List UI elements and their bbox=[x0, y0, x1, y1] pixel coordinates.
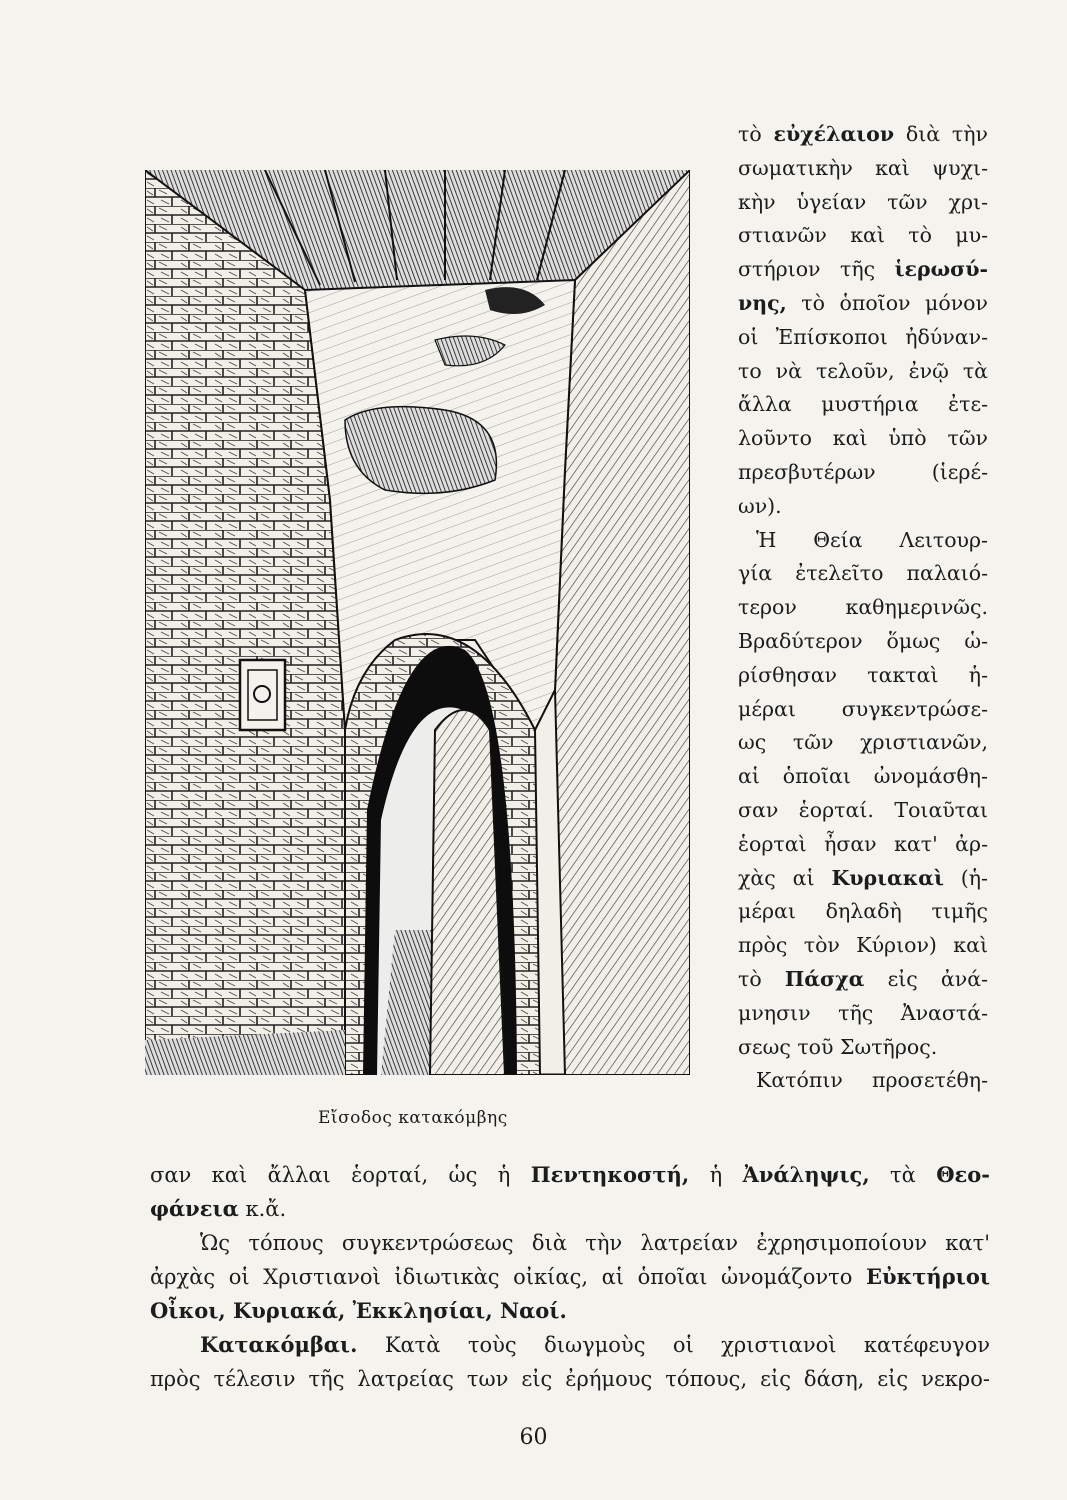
text-run: Ὡς τόπους συγκεντρώσεως διὰ τὴν λατρείαν ἐχρησιμοποίουν κατ' bbox=[200, 1231, 990, 1255]
bold-term: Κυριακαὶ bbox=[831, 865, 944, 890]
bold-term: Οἶκοι, Κυριακά, Ἐκκλησίαι, Ναοί. bbox=[150, 1298, 567, 1323]
text-run: Κατὰ τοὺς διωγμοὺς οἱ χριστιανοὶ κατέφευγον bbox=[357, 1333, 990, 1357]
text-run: σωματικὴν καὶ ψυχι- bbox=[738, 155, 988, 180]
text-run: τὰ bbox=[869, 1163, 937, 1187]
text-line bbox=[738, 659, 988, 693]
text-line bbox=[738, 152, 988, 186]
text-line bbox=[738, 287, 988, 321]
text-run: ων). bbox=[738, 493, 782, 518]
bold-term: Θεο- bbox=[936, 1162, 990, 1187]
text-line bbox=[150, 1226, 990, 1260]
text-line bbox=[738, 490, 988, 524]
text-run: σαν καὶ ἄλλαι ἑορταί, ὡς ἡ bbox=[150, 1163, 531, 1187]
text-run: αἱ ὁποῖαι ὠνομάσθη- bbox=[738, 764, 988, 789]
text-run: χὰς αἱ bbox=[738, 865, 832, 890]
text-run: εἰς ἀνά- bbox=[864, 966, 989, 991]
text-line bbox=[150, 1328, 990, 1362]
bold-term: εὐχέλαιον bbox=[773, 122, 895, 146]
text-line bbox=[738, 895, 988, 929]
text-line bbox=[150, 1192, 990, 1226]
bold-term: Εὐκτήριοι bbox=[865, 1264, 990, 1289]
text-run: κὴν ὑγείαν τῶν χρι- bbox=[738, 189, 988, 214]
text-line bbox=[738, 591, 988, 625]
text-run: γία ἐτελεῖτο παλαιό- bbox=[738, 561, 988, 586]
text-line bbox=[738, 963, 988, 997]
page-number: 60 bbox=[519, 1425, 548, 1450]
text-line bbox=[738, 557, 988, 591]
text-run: ἀρχὰς οἱ Χριστιανοὶ ἰδιωτικὰς οἰκίας, αἱ ὁποῖαι ὠνομάζοντο bbox=[150, 1265, 866, 1289]
text-run: στήριον τῆς bbox=[738, 257, 895, 282]
text-line bbox=[738, 760, 988, 794]
bold-term: Ἀνάληψις, bbox=[742, 1162, 870, 1187]
text-run: κ.ἄ. bbox=[238, 1197, 287, 1221]
text-line bbox=[738, 862, 988, 896]
text-line bbox=[738, 456, 988, 490]
text-line bbox=[738, 828, 988, 862]
full-width-text bbox=[150, 1158, 990, 1396]
bold-term: Πάσχα bbox=[784, 966, 865, 991]
text-run: διὰ τὴν bbox=[894, 122, 988, 146]
text-line bbox=[738, 388, 988, 422]
text-run: πρὸς τέλεσιν τῆς λατρείας των εἰς ἐρήμους τόπους, εἰς δάση, εἰς νεκρο- bbox=[150, 1367, 990, 1391]
text-line bbox=[738, 118, 988, 152]
text-line bbox=[738, 1064, 988, 1098]
text-run: μνησιν τῆς Ἀναστά- bbox=[738, 1000, 988, 1025]
text-line bbox=[738, 794, 988, 828]
text-run: τερον καθημερινῶς. bbox=[738, 595, 988, 620]
text-line bbox=[738, 726, 988, 760]
side-text-column bbox=[738, 118, 988, 1098]
text-run: οἱ Ἐπίσκοποι ἠδύναν- bbox=[738, 324, 988, 349]
text-line bbox=[738, 253, 988, 287]
bold-term: Κατακόμβαι. bbox=[200, 1332, 358, 1357]
text-line bbox=[738, 219, 988, 253]
text-run: ως τῶν χριστιανῶν, bbox=[738, 730, 988, 755]
bold-term: φάνεια bbox=[150, 1196, 239, 1221]
text-run: ἡ bbox=[689, 1163, 743, 1187]
text-run: τὸ bbox=[738, 122, 774, 146]
text-line bbox=[150, 1362, 990, 1396]
text-line bbox=[738, 355, 988, 389]
text-line bbox=[738, 422, 988, 456]
text-run: το νὰ τελοῦν, ἐνῷ τὰ bbox=[738, 358, 988, 383]
text-line bbox=[738, 186, 988, 220]
text-line bbox=[738, 1031, 988, 1065]
text-line bbox=[738, 693, 988, 727]
text-run: τὸ ὁποῖον μόνον bbox=[786, 290, 988, 315]
text-run: (ἡ- bbox=[943, 865, 988, 890]
text-run: λοῦντο καὶ ὑπὸ τῶν bbox=[738, 426, 988, 451]
text-run: πρὸς τὸν Κύριον) καὶ bbox=[738, 933, 988, 958]
bold-term: νης, bbox=[738, 290, 787, 315]
text-line bbox=[738, 625, 988, 659]
text-run: πρεσβυτέρων (ἱερέ- bbox=[738, 459, 988, 484]
text-line bbox=[738, 929, 988, 963]
text-run: Βραδύτερον ὅμως ὡ- bbox=[738, 628, 988, 653]
text-line bbox=[150, 1294, 990, 1328]
text-run: ἄλλα μυστήρια ἐτε- bbox=[738, 392, 988, 417]
text-run: τὸ bbox=[738, 966, 785, 991]
text-run: μέραι συγκεντρώσε- bbox=[738, 696, 988, 721]
figure-caption: Εἴσοδος κατακόμβης bbox=[318, 1108, 508, 1128]
text-run: Κατόπιν προσετέθη- bbox=[756, 1068, 988, 1093]
text-run: ἑορταὶ ἦσαν κατ' ἀρ- bbox=[738, 831, 988, 856]
text-line bbox=[738, 524, 988, 558]
catacomb-entrance-engraving-icon bbox=[145, 170, 690, 1075]
text-line bbox=[150, 1158, 990, 1192]
catacomb-illustration bbox=[145, 170, 690, 1075]
text-line bbox=[738, 321, 988, 355]
text-run: στιανῶν καὶ τὸ μυ- bbox=[738, 223, 988, 248]
bold-term: ἱερωσύ- bbox=[894, 257, 988, 282]
text-run: σεως τοῦ Σωτῆρος. bbox=[738, 1034, 938, 1059]
text-run: μέραι δηλαδὴ τιμῆς bbox=[738, 899, 988, 924]
text-run: σαν ἑορταί. Τοιαῦται bbox=[738, 797, 988, 822]
text-line bbox=[150, 1260, 990, 1294]
text-run: Ἡ Θεία Λειτουρ- bbox=[756, 527, 988, 552]
text-line bbox=[738, 997, 988, 1031]
bold-term: Πεντηκοστή, bbox=[530, 1162, 690, 1187]
text-run: ρίσθησαν τακταὶ ἡ- bbox=[738, 662, 988, 687]
